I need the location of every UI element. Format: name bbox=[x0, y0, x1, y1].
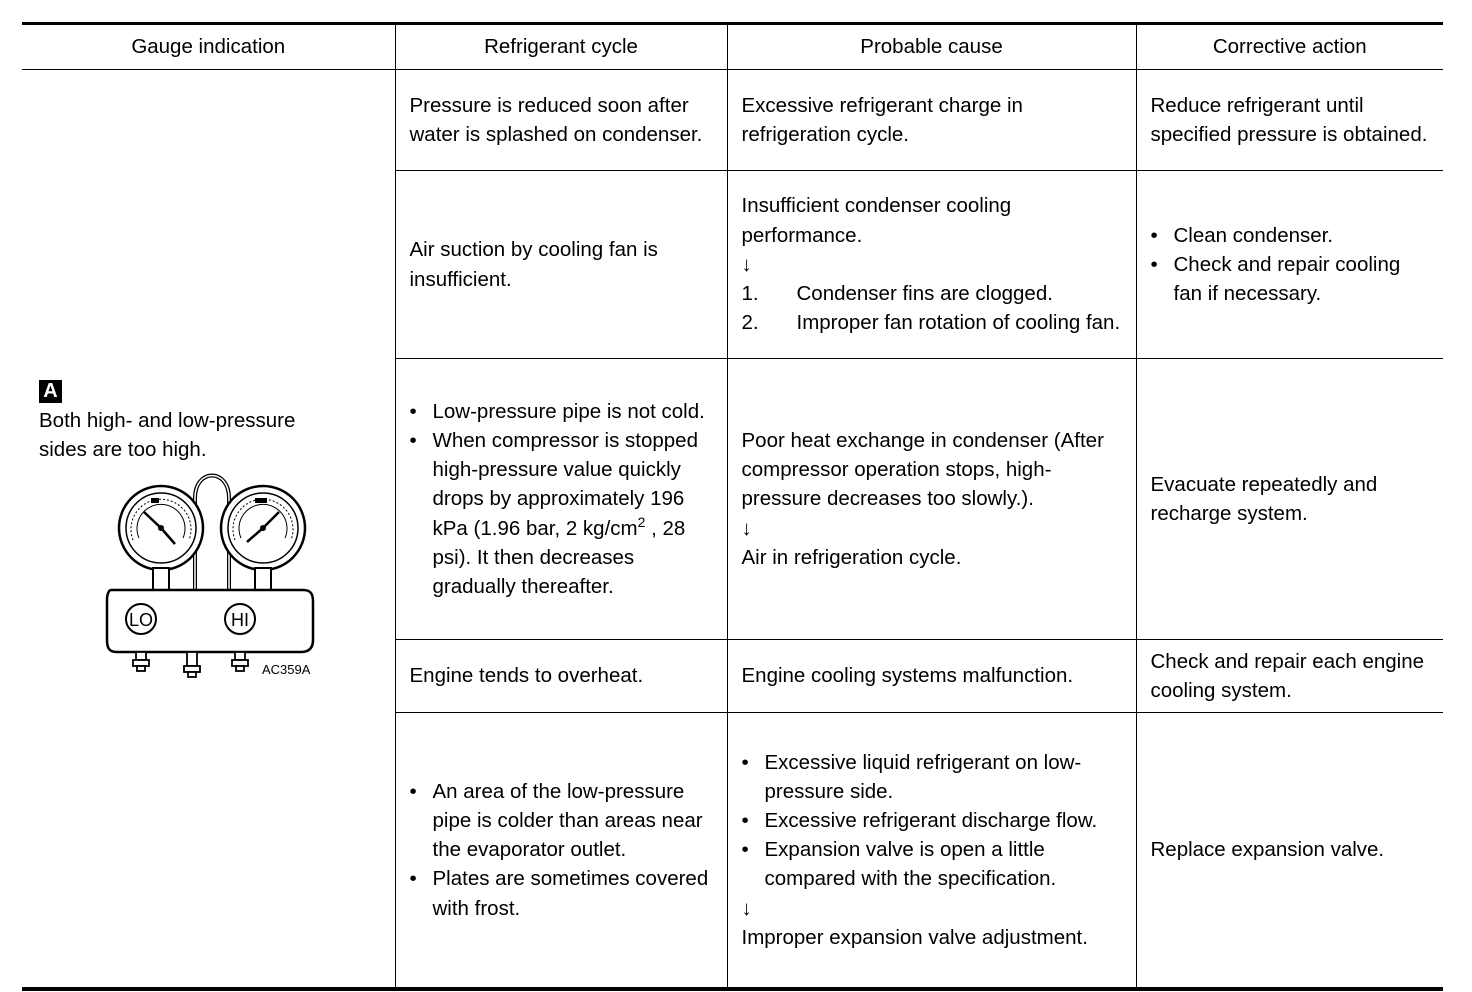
manifold-gauge-icon bbox=[97, 470, 337, 680]
row3-action: Evacuate repeatedly and recharge system. bbox=[1136, 359, 1443, 640]
superscript: 2 bbox=[637, 513, 646, 530]
row1-action: Reduce refrigerant until specified pressure is obtained. bbox=[1136, 70, 1443, 171]
gauge-title-line-1: Both high- and low-pressure bbox=[39, 408, 296, 432]
header-probable-cause: Probable cause bbox=[727, 24, 1136, 70]
list-item: • Excessive liquid refrigerant on low-pressure side. bbox=[742, 748, 1122, 806]
row2-action-list bbox=[1151, 221, 1430, 309]
list-item: • Plates are sometimes covered with frost. bbox=[410, 864, 713, 922]
row1-cause: Excessive refrigerant charge in refrigeration cycle. bbox=[727, 70, 1136, 171]
arrow-down-icon: ↓ bbox=[741, 252, 752, 276]
list-item: • Check and repair cooling fan if necessary. bbox=[1151, 250, 1430, 308]
list-item: • Excessive refrigerant discharge flow. bbox=[742, 806, 1122, 835]
row3-cycle bbox=[395, 359, 727, 640]
row3-cause-result: Air in refrigeration cycle. bbox=[741, 545, 962, 569]
row5-cause-result: Improper expansion valve adjustment. bbox=[741, 925, 1088, 949]
row5-cycle-list bbox=[410, 777, 713, 923]
row1-cycle: Pressure is reduced soon after water is splashed on condenser. bbox=[395, 70, 727, 171]
troubleshooting-table bbox=[22, 22, 1443, 991]
row5-cycle bbox=[395, 713, 727, 989]
row2-cause-intro: Insufficient condenser cooling performance. bbox=[741, 194, 1012, 247]
row2-action bbox=[1136, 171, 1443, 359]
list-item bbox=[742, 279, 1122, 308]
row4-cause: Engine cooling systems malfunction. bbox=[727, 640, 1136, 713]
header-row bbox=[22, 24, 1443, 70]
row3-cycle-list bbox=[410, 397, 713, 601]
row5-cause bbox=[727, 713, 1136, 989]
list-number: 1. bbox=[741, 282, 759, 306]
row2-cause-list bbox=[742, 279, 1122, 337]
row2-cause bbox=[727, 171, 1136, 359]
list-item: • Clean condenser. bbox=[1151, 221, 1430, 250]
arrow-down-icon: ↓ bbox=[741, 516, 752, 540]
list-text: , 28 psi). It then decreases gradually thereafter. bbox=[432, 516, 686, 598]
header-refrigerant-cycle: Refrigerant cycle bbox=[395, 24, 727, 70]
list-number: 2. bbox=[741, 311, 759, 335]
arrow-down-icon: ↓ bbox=[741, 896, 752, 920]
list-text: Improper fan rotation of cooling fan. bbox=[796, 311, 1121, 335]
gauge-indication-cell bbox=[22, 70, 395, 989]
list-text: Condenser fins are clogged. bbox=[796, 282, 1053, 306]
header-gauge-indication: Gauge indication bbox=[22, 24, 395, 70]
row4-cycle: Engine tends to overheat. bbox=[395, 640, 727, 713]
list-item: • Low-pressure pipe is not cold. bbox=[410, 397, 713, 426]
figure-id: AC359A bbox=[262, 662, 311, 678]
lo-label: LO bbox=[128, 610, 154, 631]
gauge-title-line-2: sides are too high. bbox=[39, 437, 207, 461]
list-item bbox=[410, 426, 713, 601]
row2-cycle: Air suction by cooling fan is insufficient. bbox=[395, 171, 727, 359]
header-corrective-action: Corrective action bbox=[1136, 24, 1443, 70]
gauge-badge: A bbox=[39, 380, 62, 403]
row5-cause-list bbox=[742, 748, 1122, 894]
row4-action: Check and repair each engine cooling system. bbox=[1136, 640, 1443, 713]
row5-action: Replace expansion valve. bbox=[1136, 713, 1443, 989]
hi-label: HI bbox=[231, 610, 249, 631]
table-row bbox=[22, 70, 1443, 171]
list-text: When compressor is stopped high-pressure value quickly drops by approximately 196 kPa (1.96 bar, 2 kg/cm bbox=[432, 428, 698, 540]
list-item: • Expansion valve is open a little compared with the specification. bbox=[742, 835, 1122, 893]
list-item bbox=[742, 308, 1122, 337]
list-item: • An area of the low-pressure pipe is colder than areas near the evaporator outlet. bbox=[410, 777, 713, 865]
row3-cause-line: Poor heat exchange in condenser (After compressor operation stops, high-pressure decreases too slowly.). bbox=[741, 428, 1104, 511]
row3-cause bbox=[727, 359, 1136, 640]
